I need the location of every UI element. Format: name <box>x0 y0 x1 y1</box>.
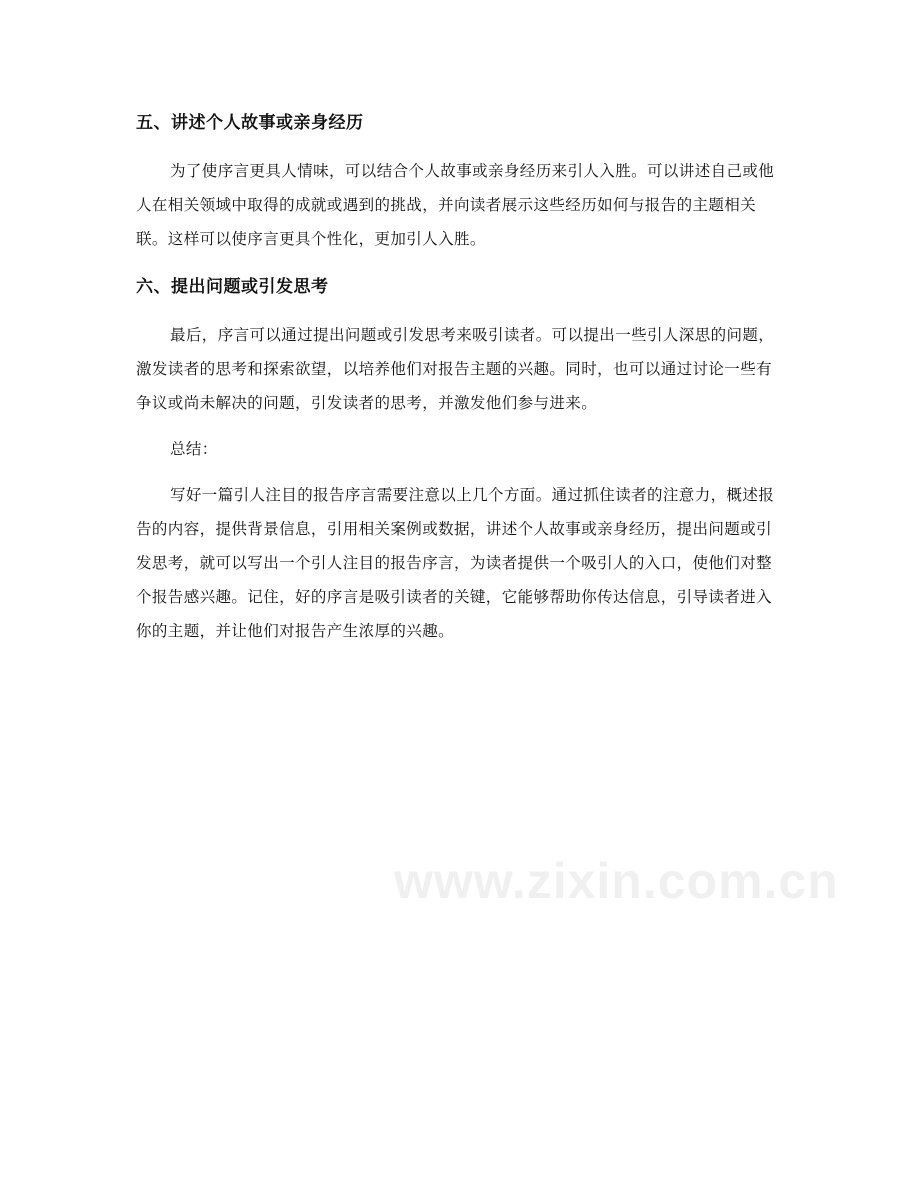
section-paragraph: 最后，序言可以通过提出问题或引发思考来吸引读者。可以提出一些引人深思的问题，激发读者的思考和探索欲望，以培养他们对报告主题的兴趣。同时，也可以通过讨论一些有争议或尚未解决的问题，引发读者的思考，并激发他们参与进来。 <box>136 326 775 412</box>
section-heading: 五、讲述个人故事或亲身经历 <box>136 113 364 133</box>
watermark: www.zixin.com.cn <box>394 853 839 909</box>
summary-label: 总结： <box>170 440 218 458</box>
section-paragraph: 为了使序言更具人情味，可以结合个人故事或亲身经历来引人入胜。可以讲述自己或他人在相关领域中取得的成就或遇到的挑战，并向读者展示这些经历如何与报告的主题相关联。这样可以使序言更具个性化，更加引人入胜。 <box>136 162 775 248</box>
summary-paragraph: 写好一篇引人注目的报告序言需要注意以上几个方面。通过抓住读者的注意力，概述报告的内容，提供背景信息，引用相关案例或数据，讲述个人故事或亲身经历，提出问题或引发思考，就可以写出一个引人注目的报告序言，为读者提供一个吸引人的入口，使他们对整个报告感兴趣。记住，好的序言是吸引读者的关键，它能够帮助你传达信息，引导读者进入你的主题，并让他们对报告产生浓厚的兴趣。 <box>136 486 775 640</box>
document-body <box>136 104 784 660</box>
section-heading: 六、提出问题或引发思考 <box>136 277 329 297</box>
